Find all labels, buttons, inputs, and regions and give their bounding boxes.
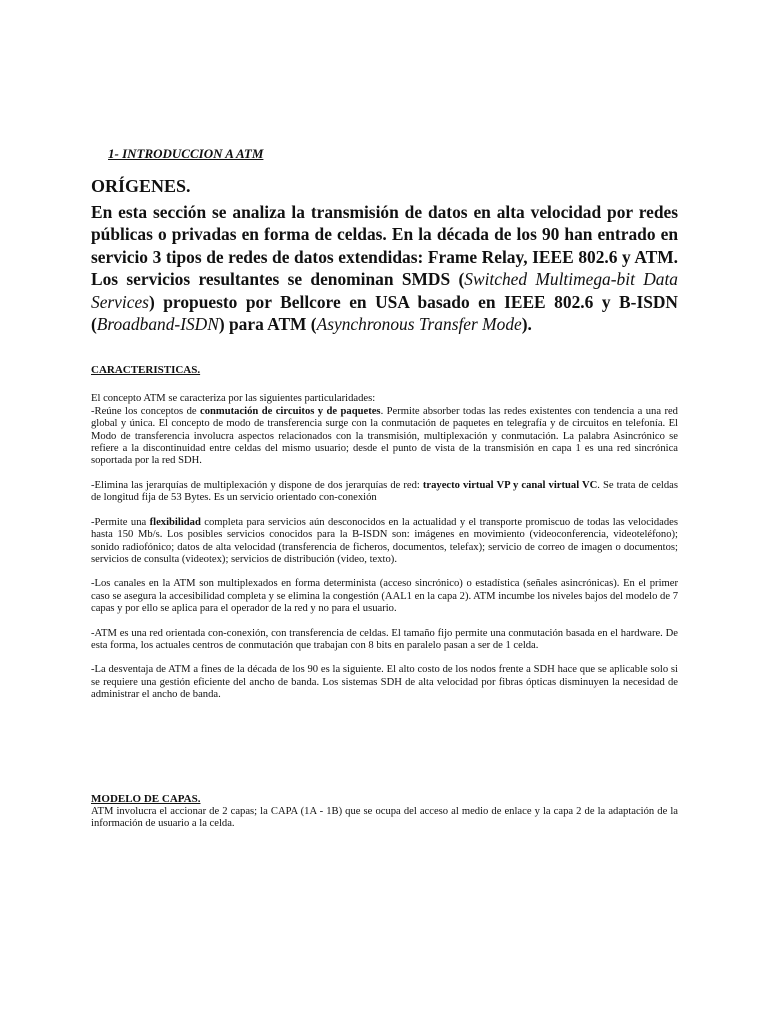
p3-text-a: -Permite una (91, 516, 150, 528)
intro-smds: SMDS (401, 269, 451, 290)
paragraph-jerarquias (91, 480, 678, 505)
intro-text-7: ). (521, 314, 532, 335)
intro-text-2: ( (450, 269, 465, 290)
p1-text-a: -Reúne los conceptos de (91, 405, 201, 417)
intro-text-4: ( (91, 314, 97, 335)
intro-atm: ATM (267, 314, 307, 335)
intro-text-1: En esta sección se analiza la transmisión de datos en alta velocidad por redes públicas o privadas en forma de celdas. En la década de los 90 han entrado en servicio 3 tipos de redes de datos extendidas: Frame Relay, IEEE 802.6 y ATM. Los servicios resultantes se denominan (91, 202, 678, 290)
p1-text-c: . Permite absorber todas las redes existentes con tendencia a una red global y única. El concepto de modo de transferencia surge con la conmutación de paquetes en telegrafía y de circuitos en telefonía. El Modo de transferencia involucra aspectos relacionados con la transmisión, multiplexación y conmutación. La palabra Asincrónico se refiere a la discontinuidad entre celdas del mismo usuario; desde el punto de vista de la transmisión en capa 1 es una red sincrónica soportada por la red SDH. (91, 405, 678, 467)
caracteristicas-heading: CARACTERISTICAS. (91, 364, 201, 377)
caracteristicas-intro: El concepto ATM se caracteriza por las siguientes particularidades: (91, 393, 376, 405)
intro-text-5: ) para (218, 314, 268, 335)
intro-atm-full: Asynchronous Transfer Mode (316, 314, 522, 335)
paragraph-flexibilidad (91, 517, 678, 567)
p2-bold: trayecto virtual VP y canal virtual VC (422, 479, 598, 491)
paragraph-conmutacion (91, 406, 678, 468)
p1-bold: conmutación de circuitos y de paquetes (200, 405, 381, 417)
origins-heading: ORÍGENES. (91, 176, 191, 196)
intro-text-6: ( (306, 314, 317, 335)
section-title: 1- INTRODUCCION A ATM (108, 146, 264, 161)
paragraph-canales: -Los canales en la ATM son multiplexados en forma determinista (acceso sincrónico) o estadística (señales asincrónicas). En el primer caso se asegura la accesibilidad completa y se elimina la congestión (AAL1 en la capa 2). ATM incumbe los niveles bajos del modelo de 7 capas y por ello se aplica para el operador de la red y no para el usuario. (91, 578, 678, 615)
intro-text-3: ) propuesto por Bellcore en USA basado en IEEE 802.6 y (148, 291, 620, 312)
p2-text-c: . Se trata de celdas de longitud fija de 53 Bytes. Es un servicio orientado con-conexión (91, 479, 679, 504)
modelo-capas-heading: MODELO DE CAPAS. (91, 792, 201, 805)
p2-text-a: -Elimina las jerarquías de multiplexación y dispone de dos jerarquías de red: (91, 479, 423, 491)
document-body (91, 146, 678, 830)
paragraph-modelo-capas: ATM involucra el accionar de 2 capas; la CAPA (1A - 1B) que se ocupa del acceso al medio de enlace y la capa 2 de la adaptación de la información de usuario a la celda. (91, 805, 678, 829)
paragraph-desventaja: -La desventaja de ATM a fines de la década de los 90 es la siguiente. El alto costo de los nodos frente a SDH hace que se aplicable solo si se requiere una gestión eficiente del ancho de banda. Los sistemas SDH de alta velocidad por fibras ópticas disminuyen la necesidad de administrar el ancho de banda. (91, 664, 678, 701)
p3-text-c: completa para servicios aún desconocidos en la actualidad y el transporte promiscuo de todas las velocidades hasta 150 Mb/s. Los posibles servicios conocidos para la B-ISDN son: imágenes en movimiento (videoconferencia, videoteléfono); sonido radiofónico; datos de alta velocidad (transferencia de ficheros, documentos, telefax); servicio de correo de imagen o documentos; servicios de consulta (videotex); servicios de distribución (video, texto). (91, 516, 678, 565)
paragraph-conexion: -ATM es una red orientada con-conexión, con transferencia de celdas. El tamaño fijo permite una conmutación basada en el hardware. De esta forma, los actuales centros de conmutación que trabajan con 8 bits en paralelo pasan a ser de 1 celda. (91, 627, 678, 651)
intro-smds-full: Switched Multimega-bit Data Services (91, 269, 679, 312)
intro-paragraph (91, 201, 678, 335)
intro-bisdn: B-ISDN (619, 291, 678, 312)
intro-bisdn-full: Broadband-ISDN (96, 314, 219, 335)
p3-bold: flexibilidad (149, 516, 201, 528)
